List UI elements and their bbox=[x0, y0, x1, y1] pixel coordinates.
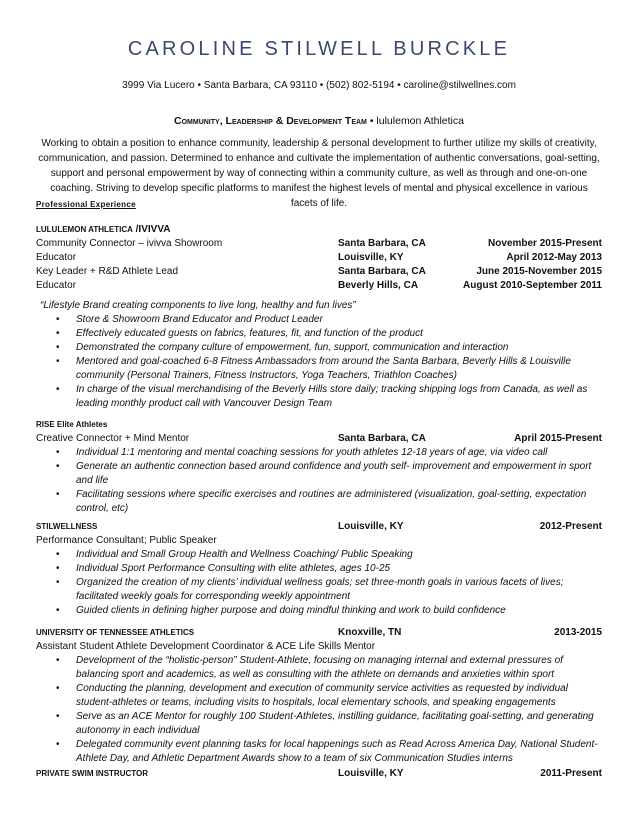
bullet-item: • Guided clients in defining higher purpose and doing mindful thinking and work to build confidence bbox=[56, 605, 506, 616]
bullet-icon: • bbox=[56, 356, 60, 367]
headline-org: lululemon Athletica bbox=[376, 115, 464, 127]
org-name: PRIVATE SWIM INSTRUCTOR bbox=[36, 769, 148, 778]
experience-utk bbox=[36, 626, 602, 766]
bullet-item: • Delegated community event planning tasks for local happenings such as Read Across America Day, National Student-Athlete Day, and Athletic Department Awards show to a team of six Communication Studies interns bbox=[56, 739, 598, 764]
role-dates: April 2012-May 2013 bbox=[506, 252, 602, 263]
role-row bbox=[36, 432, 602, 446]
bullet-icon: • bbox=[56, 549, 60, 560]
role-row bbox=[36, 237, 602, 251]
role-row bbox=[36, 265, 602, 279]
bullet-icon: • bbox=[56, 711, 60, 722]
org-row bbox=[36, 767, 602, 781]
role-dates: April 2015-Present bbox=[514, 433, 602, 444]
org-name: RISE Elite Athletes bbox=[36, 420, 108, 429]
bullet-item: • Store & Showroom Brand Educator and Product Leader bbox=[56, 314, 323, 325]
brand-quote: “Lifestyle Brand creating components to live long, healthy and fun lives” bbox=[40, 300, 356, 311]
bullet-item: • Individual 1:1 mentoring and mental coaching sessions for youth athletes 12-18 years of age, via video call bbox=[56, 447, 548, 458]
org-name: LULULEMON ATHLETICA /IVIVVA bbox=[36, 224, 171, 235]
role-row bbox=[36, 640, 602, 654]
role-location: Santa Barbara, CA bbox=[338, 266, 426, 277]
org-row bbox=[36, 520, 602, 534]
role-row bbox=[36, 251, 602, 265]
bullet-item: • Conducting the planning, development and execution of community service activities as requested by individual student-athletes or teams, including visits to hospitals, local elementary schools, and speaking engagements bbox=[56, 683, 568, 708]
role-dates: August 2010-September 2011 bbox=[463, 280, 602, 291]
headline-title: Community, Leadership & Development Team bbox=[174, 115, 367, 127]
role-title: Assistant Student Athlete Development Coordinator & ACE Life Skills Mentor bbox=[36, 641, 376, 652]
bullet-item: • In charge of the visual merchandising of the Beverly Hills store daily; tracking shipping logs from Canada, as well as leading monthly product call with Vancouver Design Team bbox=[56, 384, 588, 409]
bullet-item: • Organized the creation of my clients’ individual wellness goals; set three-month goals in various facets of lives; facilitated weekly goals for corresponding weekly appointment bbox=[56, 577, 564, 602]
role-dates: June 2015-November 2015 bbox=[476, 266, 602, 277]
headline-separator: • bbox=[366, 115, 377, 127]
bullet-icon: • bbox=[56, 314, 60, 325]
role-title: Performance Consultant; Public Speaker bbox=[36, 535, 217, 546]
role-title: Creative Connector + Mind Mentor bbox=[36, 433, 190, 444]
bullet-icon: • bbox=[56, 328, 60, 339]
bullet-icon: • bbox=[56, 577, 60, 588]
bullet-list bbox=[36, 313, 602, 411]
experience-stilwellness bbox=[36, 520, 602, 618]
bullet-item: • Facilitating sessions where specific exercises and routines are administered (visualization, goal-setting, expectation control, etc) bbox=[56, 489, 587, 514]
experience-lululemon bbox=[36, 222, 602, 411]
role-location: Santa Barbara, CA bbox=[338, 238, 426, 249]
bullet-icon: • bbox=[56, 739, 60, 750]
role-location: Santa Barbara, CA bbox=[338, 433, 426, 444]
bullet-icon: • bbox=[56, 683, 60, 694]
bullet-item: • Individual Sport Performance Consulting with elite athletes, ages 10-25 bbox=[56, 563, 391, 574]
bullet-icon: • bbox=[56, 563, 60, 574]
candidate-name: CAROLINE STILWELL BURCKLE bbox=[127, 38, 511, 60]
org-dates: 2012-Present bbox=[539, 521, 602, 532]
bullet-item: • Development of the “holistic-person” Student-Athlete, focusing on managing internal and external pressures of balancing sport and academics, as well as consulting with the athlete on demands and anxieties within sport bbox=[56, 655, 563, 680]
role-title: Educator bbox=[36, 252, 77, 263]
org-name: UNIVERSITY OF TENNESSEE ATHLETICS bbox=[36, 628, 195, 637]
experience-swim bbox=[36, 767, 602, 781]
role-row bbox=[36, 534, 602, 548]
role-dates: November 2015-Present bbox=[488, 238, 602, 249]
role-row bbox=[36, 279, 602, 293]
bullet-list bbox=[36, 654, 602, 766]
bullet-icon: • bbox=[56, 342, 60, 353]
role-title: Key Leader + R&D Athlete Lead bbox=[36, 266, 179, 277]
org-location: Knoxville, TN bbox=[338, 627, 402, 638]
bullet-item: • Effectively educated guests on fabrics, features, fit, and function of the product bbox=[56, 328, 423, 339]
bullet-icon: • bbox=[56, 447, 60, 458]
contact-line: 3999 Via Lucero • Santa Barbara, CA 93110 • (502) 802-5194 • caroline@stilwellnes.com bbox=[122, 80, 516, 91]
org-location: Louisville, KY bbox=[338, 768, 404, 779]
bullet-icon: • bbox=[56, 384, 60, 395]
bullet-item: • Mentored and goal-coached 6-8 Fitness Ambassadors from around the Santa Barbara, Beverly Hills & Louisville community (Personal Trainers, Fitness Instructors, Yoga Teachers, Triathlon Coaches) bbox=[56, 356, 571, 381]
bullet-item: • Demonstrated the company culture of empowerment, fun, support, communication and interaction bbox=[56, 342, 509, 353]
bullet-list bbox=[36, 446, 602, 516]
headline bbox=[0, 115, 638, 127]
org-name: STILWELLNESS bbox=[36, 522, 98, 531]
section-heading: Professional Experience bbox=[36, 200, 136, 209]
experience-rise bbox=[36, 417, 602, 516]
bullet-list bbox=[36, 548, 602, 618]
org-row bbox=[36, 626, 602, 640]
org-dates: 2013-2015 bbox=[554, 627, 602, 638]
bullet-icon: • bbox=[56, 655, 60, 666]
bullet-icon: • bbox=[56, 461, 60, 472]
org-dates: 2011-Present bbox=[540, 768, 602, 779]
role-location: Beverly Hills, CA bbox=[338, 280, 419, 291]
summary: Working to obtain a position to enhance community, leadership & personal development to further utilize my skills of creativity, communication, and passion. Determined to enhance and cultivate the implementation of authentic conversations, goal-setting, support and personal empowerment by way of connecting within a community culture, as well as through and one-on-one coaching. Striving to develop specific platforms to manifest the highest levels of mental and physical excellence in various facets of life. bbox=[38, 138, 600, 209]
role-title: Educator bbox=[36, 280, 77, 291]
org-location: Louisville, KY bbox=[338, 521, 404, 532]
bullet-item: • Generate an authentic connection based around confidence and youth self- improvement and empowerment in sport and life bbox=[56, 461, 592, 486]
bullet-icon: • bbox=[56, 489, 60, 500]
bullet-icon: • bbox=[56, 605, 60, 616]
role-title: Community Connector – ivivva Showroom bbox=[36, 238, 223, 249]
bullet-item: • Individual and Small Group Health and Wellness Coaching/ Public Speaking bbox=[56, 549, 413, 560]
bullet-item: • Serve as an ACE Mentor for roughly 100 Student-Athletes, instilling guidance, facilitating goal-setting, and generating autonomy in each individual bbox=[56, 711, 594, 736]
role-location: Louisville, KY bbox=[338, 252, 404, 263]
